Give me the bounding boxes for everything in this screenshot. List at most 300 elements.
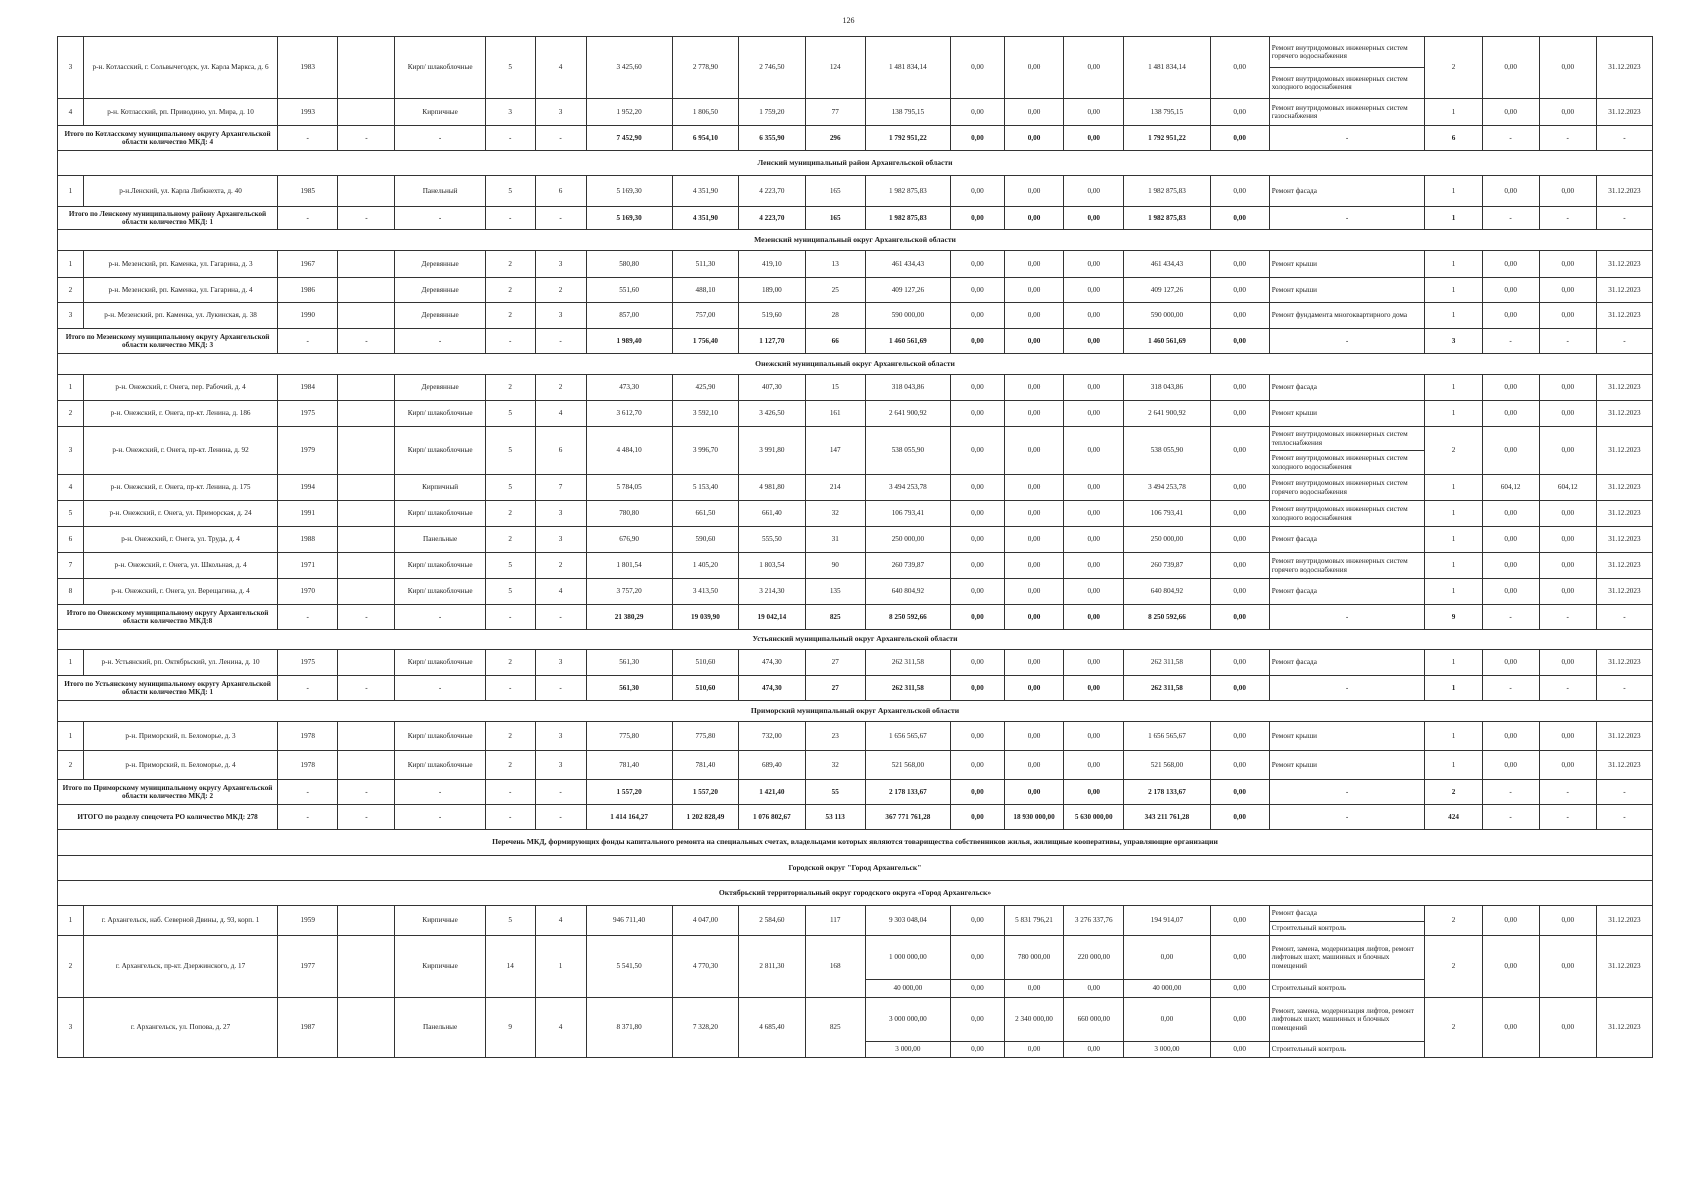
works-count: 2	[1425, 37, 1482, 99]
cost-federal: 0,00	[950, 980, 1004, 998]
total-cell: -	[535, 805, 586, 830]
living-area: 775,80	[672, 722, 738, 751]
limit-unit-cost: 0,00	[1539, 579, 1596, 605]
table-row	[58, 401, 1653, 427]
residential-area: 2 746,50	[739, 37, 805, 99]
cost-other: 0,00	[1210, 99, 1269, 126]
entrances: 4	[535, 579, 586, 605]
work-type: Ремонт фасада	[1269, 579, 1425, 605]
residential-area: 189,00	[739, 278, 805, 303]
total-row	[58, 126, 1653, 151]
works-count: 1	[1425, 475, 1482, 501]
table-row	[58, 375, 1653, 401]
limit-unit-cost: 0,00	[1539, 998, 1596, 1058]
total-cell: 165	[805, 207, 865, 230]
total-area: 1 801,54	[586, 553, 672, 579]
wall-material: Деревянные	[395, 303, 485, 329]
total-cell: 1	[1425, 676, 1482, 701]
year-built: 1978	[278, 751, 338, 780]
floors: 2	[485, 375, 535, 401]
total-cell: -	[395, 676, 485, 701]
cost-other: 0,00	[1210, 176, 1269, 207]
cost-regional: 0,00	[1004, 650, 1063, 676]
cost-regional: 0,00	[1004, 722, 1063, 751]
entrances: 1	[535, 936, 586, 998]
total-cell: -	[278, 805, 338, 830]
wall-material: Панельные	[395, 527, 485, 553]
total-cost: 2 641 900,92	[865, 401, 950, 427]
area-unit-cost: 0,00	[1482, 501, 1539, 527]
total-cell: 262 311,58	[865, 676, 950, 701]
cost-other: 0,00	[1210, 906, 1269, 936]
total-cell: -	[1482, 676, 1539, 701]
cost-owners: 0,00	[1124, 998, 1210, 1042]
completion-date: 31.12.2023	[1596, 37, 1652, 99]
section-title: Октябрьский территориальный округ городского округа «Город Архангельск»	[58, 881, 1653, 906]
total-cell: 262 311,58	[1124, 676, 1210, 701]
total-cost: 461 434,43	[865, 251, 950, 278]
work-type: Ремонт крыши	[1269, 251, 1425, 278]
floors: 5	[485, 906, 535, 936]
cost-federal: 0,00	[950, 427, 1004, 475]
table-row	[58, 650, 1653, 676]
total-cell: -	[535, 329, 586, 354]
total-cell: 1 557,20	[586, 780, 672, 805]
total-cost: 3 000,00	[865, 1042, 950, 1058]
total-cell: -	[338, 605, 395, 630]
cost-local: 0,00	[1064, 99, 1124, 126]
total-cell: 0,00	[1004, 780, 1063, 805]
total-cell: -	[1269, 805, 1425, 830]
address: р-н. Мезенский, рп. Каменка, ул. Гагарина, д. 4	[83, 278, 277, 303]
total-area: 3 757,20	[586, 579, 672, 605]
living-area: 3 413,50	[672, 579, 738, 605]
wall-material: Кирп/ шлакоблочные	[395, 427, 485, 475]
year-built: 1985	[278, 176, 338, 207]
limit-unit-cost: 0,00	[1539, 176, 1596, 207]
limit-unit-cost: 604,12	[1539, 475, 1596, 501]
total-cell: 0,00	[950, 605, 1004, 630]
total-label: ИТОГО по разделу спецсчета РО количество МКД: 278	[58, 805, 278, 830]
limit-unit-cost: 0,00	[1539, 375, 1596, 401]
cost-other: 0,00	[1210, 278, 1269, 303]
work-type: Ремонт внутридомовых инженерных систем горячего водоснабжения	[1269, 475, 1425, 501]
residential-area: 519,60	[739, 303, 805, 329]
area-unit-cost: 604,12	[1482, 475, 1539, 501]
area-unit-cost: 0,00	[1482, 579, 1539, 605]
total-cell: 1 982 875,83	[1124, 207, 1210, 230]
area-unit-cost: 0,00	[1482, 650, 1539, 676]
total-cell: 2 178 133,67	[865, 780, 950, 805]
total-cell: -	[338, 207, 395, 230]
living-area: 511,30	[672, 251, 738, 278]
residents: 32	[805, 751, 865, 780]
floors: 5	[485, 427, 535, 475]
cost-regional: 0,00	[1004, 751, 1063, 780]
section-header-row	[58, 830, 1653, 856]
residents: 15	[805, 375, 865, 401]
living-area: 4 351,90	[672, 176, 738, 207]
year-built: 1987	[278, 998, 338, 1058]
entrances: 6	[535, 176, 586, 207]
cost-regional: 2 340 000,00	[1004, 998, 1063, 1042]
cost-owners: 409 127,26	[1124, 278, 1210, 303]
total-row	[58, 805, 1653, 830]
entrances: 4	[535, 998, 586, 1058]
total-cell: -	[485, 329, 535, 354]
total-cost: 250 000,00	[865, 527, 950, 553]
row-number: 4	[58, 475, 84, 501]
work-type: Ремонт внутридомовых инженерных систем холодного водоснабжения	[1269, 501, 1425, 527]
living-area: 757,00	[672, 303, 738, 329]
total-cell: 53 113	[805, 805, 865, 830]
total-label: Итого по Ленскому муниципальному району Архангельской области количество МКД: 1	[58, 207, 278, 230]
residents: 77	[805, 99, 865, 126]
cost-owners: 3 000,00	[1124, 1042, 1210, 1058]
total-cell: 1 414 164,27	[586, 805, 672, 830]
cost-owners: 2 641 900,92	[1124, 401, 1210, 427]
residential-area: 4 223,70	[739, 176, 805, 207]
entrances: 3	[535, 751, 586, 780]
total-cell: 0,00	[950, 805, 1004, 830]
cost-regional: 0,00	[1004, 278, 1063, 303]
total-cell: -	[1539, 126, 1596, 151]
limit-unit-cost: 0,00	[1539, 936, 1596, 998]
living-area: 590,60	[672, 527, 738, 553]
residents: 214	[805, 475, 865, 501]
total-cost: 1 000 000,00	[865, 936, 950, 980]
work-type: Ремонт внутридомовых инженерных систем холодного водоснабжения	[1269, 451, 1425, 475]
completion-date: 31.12.2023	[1596, 527, 1652, 553]
wall-material: Деревянные	[395, 375, 485, 401]
floors: 2	[485, 303, 535, 329]
cost-local: 0,00	[1064, 401, 1124, 427]
total-cell: 1 792 951,22	[1124, 126, 1210, 151]
address: р-н. Онежский, г. Онега, ул. Приморская, д. 24	[83, 501, 277, 527]
works-count: 1	[1425, 99, 1482, 126]
entrances: 3	[535, 99, 586, 126]
limit-unit-cost: 0,00	[1539, 722, 1596, 751]
total-cell: 2 178 133,67	[1124, 780, 1210, 805]
cost-local: 0,00	[1064, 375, 1124, 401]
total-cost: 318 043,86	[865, 375, 950, 401]
cost-local: 0,00	[1064, 251, 1124, 278]
cost-local: 0,00	[1064, 1042, 1124, 1058]
address: р-н. Устьянский, рп. Октябрьский, ул. Ленина, д. 10	[83, 650, 277, 676]
total-cell: 1 460 561,69	[1124, 329, 1210, 354]
section-title: Приморский муниципальный округ Архангельской области	[58, 701, 1653, 722]
section-header-row	[58, 701, 1653, 722]
year-built: 1975	[278, 401, 338, 427]
floors: 9	[485, 998, 535, 1058]
wall-material: Кирпичные	[395, 936, 485, 998]
total-cell: 6 954,10	[672, 126, 738, 151]
total-cell: 0,00	[1210, 329, 1269, 354]
cost-federal: 0,00	[950, 906, 1004, 936]
work-type: Ремонт внутридомовых инженерных систем теплоснабжения	[1269, 427, 1425, 451]
residents: 31	[805, 527, 865, 553]
total-row	[58, 207, 1653, 230]
residents: 168	[805, 936, 865, 998]
year-commissioned	[338, 998, 395, 1058]
cost-local: 0,00	[1064, 278, 1124, 303]
floors: 2	[485, 751, 535, 780]
cost-regional: 5 831 796,21	[1004, 906, 1063, 936]
completion-date: 31.12.2023	[1596, 579, 1652, 605]
year-built: 1970	[278, 579, 338, 605]
entrances: 7	[535, 475, 586, 501]
living-area: 2 778,90	[672, 37, 738, 99]
total-cell: 1 989,40	[586, 329, 672, 354]
completion-date: 31.12.2023	[1596, 501, 1652, 527]
completion-date: 31.12.2023	[1596, 906, 1652, 936]
work-type: Ремонт крыши	[1269, 722, 1425, 751]
year-built: 1983	[278, 37, 338, 99]
cost-local: 0,00	[1064, 527, 1124, 553]
total-cell: 0,00	[1064, 780, 1124, 805]
total-cell: 1 792 951,22	[865, 126, 950, 151]
entrances: 2	[535, 553, 586, 579]
section-header-row	[58, 881, 1653, 906]
living-area: 4 047,00	[672, 906, 738, 936]
address: г. Архангельск, ул. Попова, д. 27	[83, 998, 277, 1058]
cost-owners: 40 000,00	[1124, 980, 1210, 998]
limit-unit-cost: 0,00	[1539, 501, 1596, 527]
total-area: 551,60	[586, 278, 672, 303]
year-built: 1967	[278, 251, 338, 278]
total-cell: 1 460 561,69	[865, 329, 950, 354]
cost-owners: 138 795,15	[1124, 99, 1210, 126]
total-area: 775,80	[586, 722, 672, 751]
cost-local: 0,00	[1064, 650, 1124, 676]
total-row	[58, 676, 1653, 701]
address: р-н.Ленский, ул. Карла Либкнехта, д. 40	[83, 176, 277, 207]
cost-regional: 0,00	[1004, 980, 1063, 998]
total-cell: 825	[805, 605, 865, 630]
cost-federal: 0,00	[950, 998, 1004, 1042]
total-cell: -	[278, 207, 338, 230]
work-type: Ремонт внутридомовых инженерных систем горячего водоснабжения	[1269, 37, 1425, 68]
cost-owners: 260 739,87	[1124, 553, 1210, 579]
limit-unit-cost: 0,00	[1539, 251, 1596, 278]
total-cell: 4 223,70	[739, 207, 805, 230]
total-cell: 1 127,70	[739, 329, 805, 354]
entrances: 3	[535, 527, 586, 553]
year-commissioned	[338, 99, 395, 126]
total-cell: -	[1596, 329, 1652, 354]
address: р-н. Онежский, г. Онега, пр-кт. Ленина, д. 186	[83, 401, 277, 427]
work-type: Строительный контроль	[1269, 922, 1425, 936]
year-built: 1959	[278, 906, 338, 936]
floors: 5	[485, 475, 535, 501]
total-cost: 138 795,15	[865, 99, 950, 126]
entrances: 3	[535, 722, 586, 751]
capital-repair-register-table	[57, 36, 1653, 1058]
cost-owners: 640 804,92	[1124, 579, 1210, 605]
total-cell: 0,00	[950, 780, 1004, 805]
limit-unit-cost: 0,00	[1539, 37, 1596, 99]
cost-owners: 106 793,41	[1124, 501, 1210, 527]
completion-date: 31.12.2023	[1596, 251, 1652, 278]
cost-other: 0,00	[1210, 980, 1269, 998]
wall-material: Кирп/ шлакоблочные	[395, 650, 485, 676]
living-area: 781,40	[672, 751, 738, 780]
residential-area: 3 426,50	[739, 401, 805, 427]
cost-other: 0,00	[1210, 427, 1269, 475]
residential-area: 1 759,20	[739, 99, 805, 126]
cost-regional: 0,00	[1004, 427, 1063, 475]
total-cell: 1 421,40	[739, 780, 805, 805]
total-cost: 409 127,26	[865, 278, 950, 303]
works-count: 1	[1425, 527, 1482, 553]
cost-local: 0,00	[1064, 176, 1124, 207]
cost-other: 0,00	[1210, 251, 1269, 278]
cost-local: 0,00	[1064, 427, 1124, 475]
total-cell: 55	[805, 780, 865, 805]
wall-material: Кирп/ шлакоблочные	[395, 401, 485, 427]
total-cell: 6	[1425, 126, 1482, 151]
year-commissioned	[338, 303, 395, 329]
total-area: 473,30	[586, 375, 672, 401]
works-count: 1	[1425, 722, 1482, 751]
entrances: 4	[535, 401, 586, 427]
cost-owners: 1 982 875,83	[1124, 176, 1210, 207]
total-cell: -	[1482, 805, 1539, 830]
year-commissioned	[338, 427, 395, 475]
living-area: 4 770,30	[672, 936, 738, 998]
wall-material: Деревянные	[395, 278, 485, 303]
total-cell: 510,60	[672, 676, 738, 701]
total-cell: -	[1482, 780, 1539, 805]
total-cell: -	[395, 207, 485, 230]
area-unit-cost: 0,00	[1482, 375, 1539, 401]
total-cell: -	[338, 329, 395, 354]
cost-other: 0,00	[1210, 37, 1269, 99]
total-cost: 538 055,90	[865, 427, 950, 475]
total-cell: 1 756,40	[672, 329, 738, 354]
total-cell: 424	[1425, 805, 1482, 830]
limit-unit-cost: 0,00	[1539, 401, 1596, 427]
floors: 5	[485, 553, 535, 579]
work-type: Ремонт, замена, модернизация лифтов, ремонт лифтовых шахт, машинных и блочных помещений	[1269, 936, 1425, 980]
cost-other: 0,00	[1210, 303, 1269, 329]
total-cell: -	[535, 126, 586, 151]
cost-other: 0,00	[1210, 527, 1269, 553]
residential-area: 2 811,30	[739, 936, 805, 998]
works-count: 1	[1425, 278, 1482, 303]
row-number: 1	[58, 251, 84, 278]
cost-local: 0,00	[1064, 579, 1124, 605]
total-cell: 0,00	[950, 126, 1004, 151]
entrances: 3	[535, 303, 586, 329]
living-area: 425,90	[672, 375, 738, 401]
total-cell: 2	[1425, 780, 1482, 805]
table-row	[58, 278, 1653, 303]
residents: 165	[805, 176, 865, 207]
work-type: Ремонт фасада	[1269, 906, 1425, 922]
residents: 27	[805, 650, 865, 676]
total-label: Итого по Устьянскому муниципальному округу Архангельской области количество МКД: 1	[58, 676, 278, 701]
total-cell: 0,00	[950, 676, 1004, 701]
floors: 2	[485, 650, 535, 676]
cost-other: 0,00	[1210, 475, 1269, 501]
cost-regional: 0,00	[1004, 303, 1063, 329]
cost-other: 0,00	[1210, 722, 1269, 751]
section-header-row	[58, 630, 1653, 650]
limit-unit-cost: 0,00	[1539, 906, 1596, 936]
cost-federal: 0,00	[950, 936, 1004, 980]
address: р-н. Мезенский, рп. Каменка, ул. Лукинская, д. 38	[83, 303, 277, 329]
residents: 161	[805, 401, 865, 427]
works-count: 1	[1425, 579, 1482, 605]
address: р-н. Приморский, п. Беломорье, д. 3	[83, 722, 277, 751]
total-label: Итого по Котласскому муниципальному округу Архангельской области количество МКД: 4	[58, 126, 278, 151]
total-cell: 1 557,20	[672, 780, 738, 805]
total-cell: 0,00	[1210, 207, 1269, 230]
area-unit-cost: 0,00	[1482, 401, 1539, 427]
works-count: 1	[1425, 751, 1482, 780]
residential-area: 3 214,30	[739, 579, 805, 605]
row-number: 2	[58, 278, 84, 303]
residents: 13	[805, 251, 865, 278]
entrances: 2	[535, 375, 586, 401]
residents: 90	[805, 553, 865, 579]
year-commissioned	[338, 936, 395, 998]
total-area: 4 484,10	[586, 427, 672, 475]
total-area: 946 711,40	[586, 906, 672, 936]
total-cell: -	[1269, 207, 1425, 230]
cost-owners: 461 434,43	[1124, 251, 1210, 278]
total-cell: 1	[1425, 207, 1482, 230]
table-row	[58, 251, 1653, 278]
address: р-н. Онежский, г. Онега, ул. Труда, д. 4	[83, 527, 277, 553]
cost-regional: 780 000,00	[1004, 936, 1063, 980]
residential-area: 732,00	[739, 722, 805, 751]
works-count: 1	[1425, 176, 1482, 207]
row-number: 2	[58, 401, 84, 427]
completion-date: 31.12.2023	[1596, 936, 1652, 998]
total-area: 580,80	[586, 251, 672, 278]
cost-local: 0,00	[1064, 501, 1124, 527]
total-cell: -	[1539, 329, 1596, 354]
total-cell: 0,00	[1004, 329, 1063, 354]
floors: 2	[485, 527, 535, 553]
total-cell: -	[1596, 805, 1652, 830]
cost-owners: 538 055,90	[1124, 427, 1210, 475]
total-cell: 9	[1425, 605, 1482, 630]
area-unit-cost: 0,00	[1482, 176, 1539, 207]
total-area: 1 952,20	[586, 99, 672, 126]
work-type: Ремонт фундамента многоквартирного дома	[1269, 303, 1425, 329]
living-area: 3 592,10	[672, 401, 738, 427]
floors: 2	[485, 722, 535, 751]
total-cost: 521 568,00	[865, 751, 950, 780]
living-area: 488,10	[672, 278, 738, 303]
completion-date: 31.12.2023	[1596, 401, 1652, 427]
total-cell: -	[1482, 329, 1539, 354]
cost-owners: 590 000,00	[1124, 303, 1210, 329]
cost-federal: 0,00	[950, 751, 1004, 780]
total-label: Итого по Мезенскому муниципальному округу Архангельской области количество МКД: 3	[58, 329, 278, 354]
total-cell: 474,30	[739, 676, 805, 701]
cost-other: 0,00	[1210, 650, 1269, 676]
total-cell: -	[338, 805, 395, 830]
year-commissioned	[338, 278, 395, 303]
cost-local: 0,00	[1064, 475, 1124, 501]
total-cell: 8 250 592,66	[1124, 605, 1210, 630]
cost-federal: 0,00	[950, 650, 1004, 676]
total-cell: -	[395, 605, 485, 630]
